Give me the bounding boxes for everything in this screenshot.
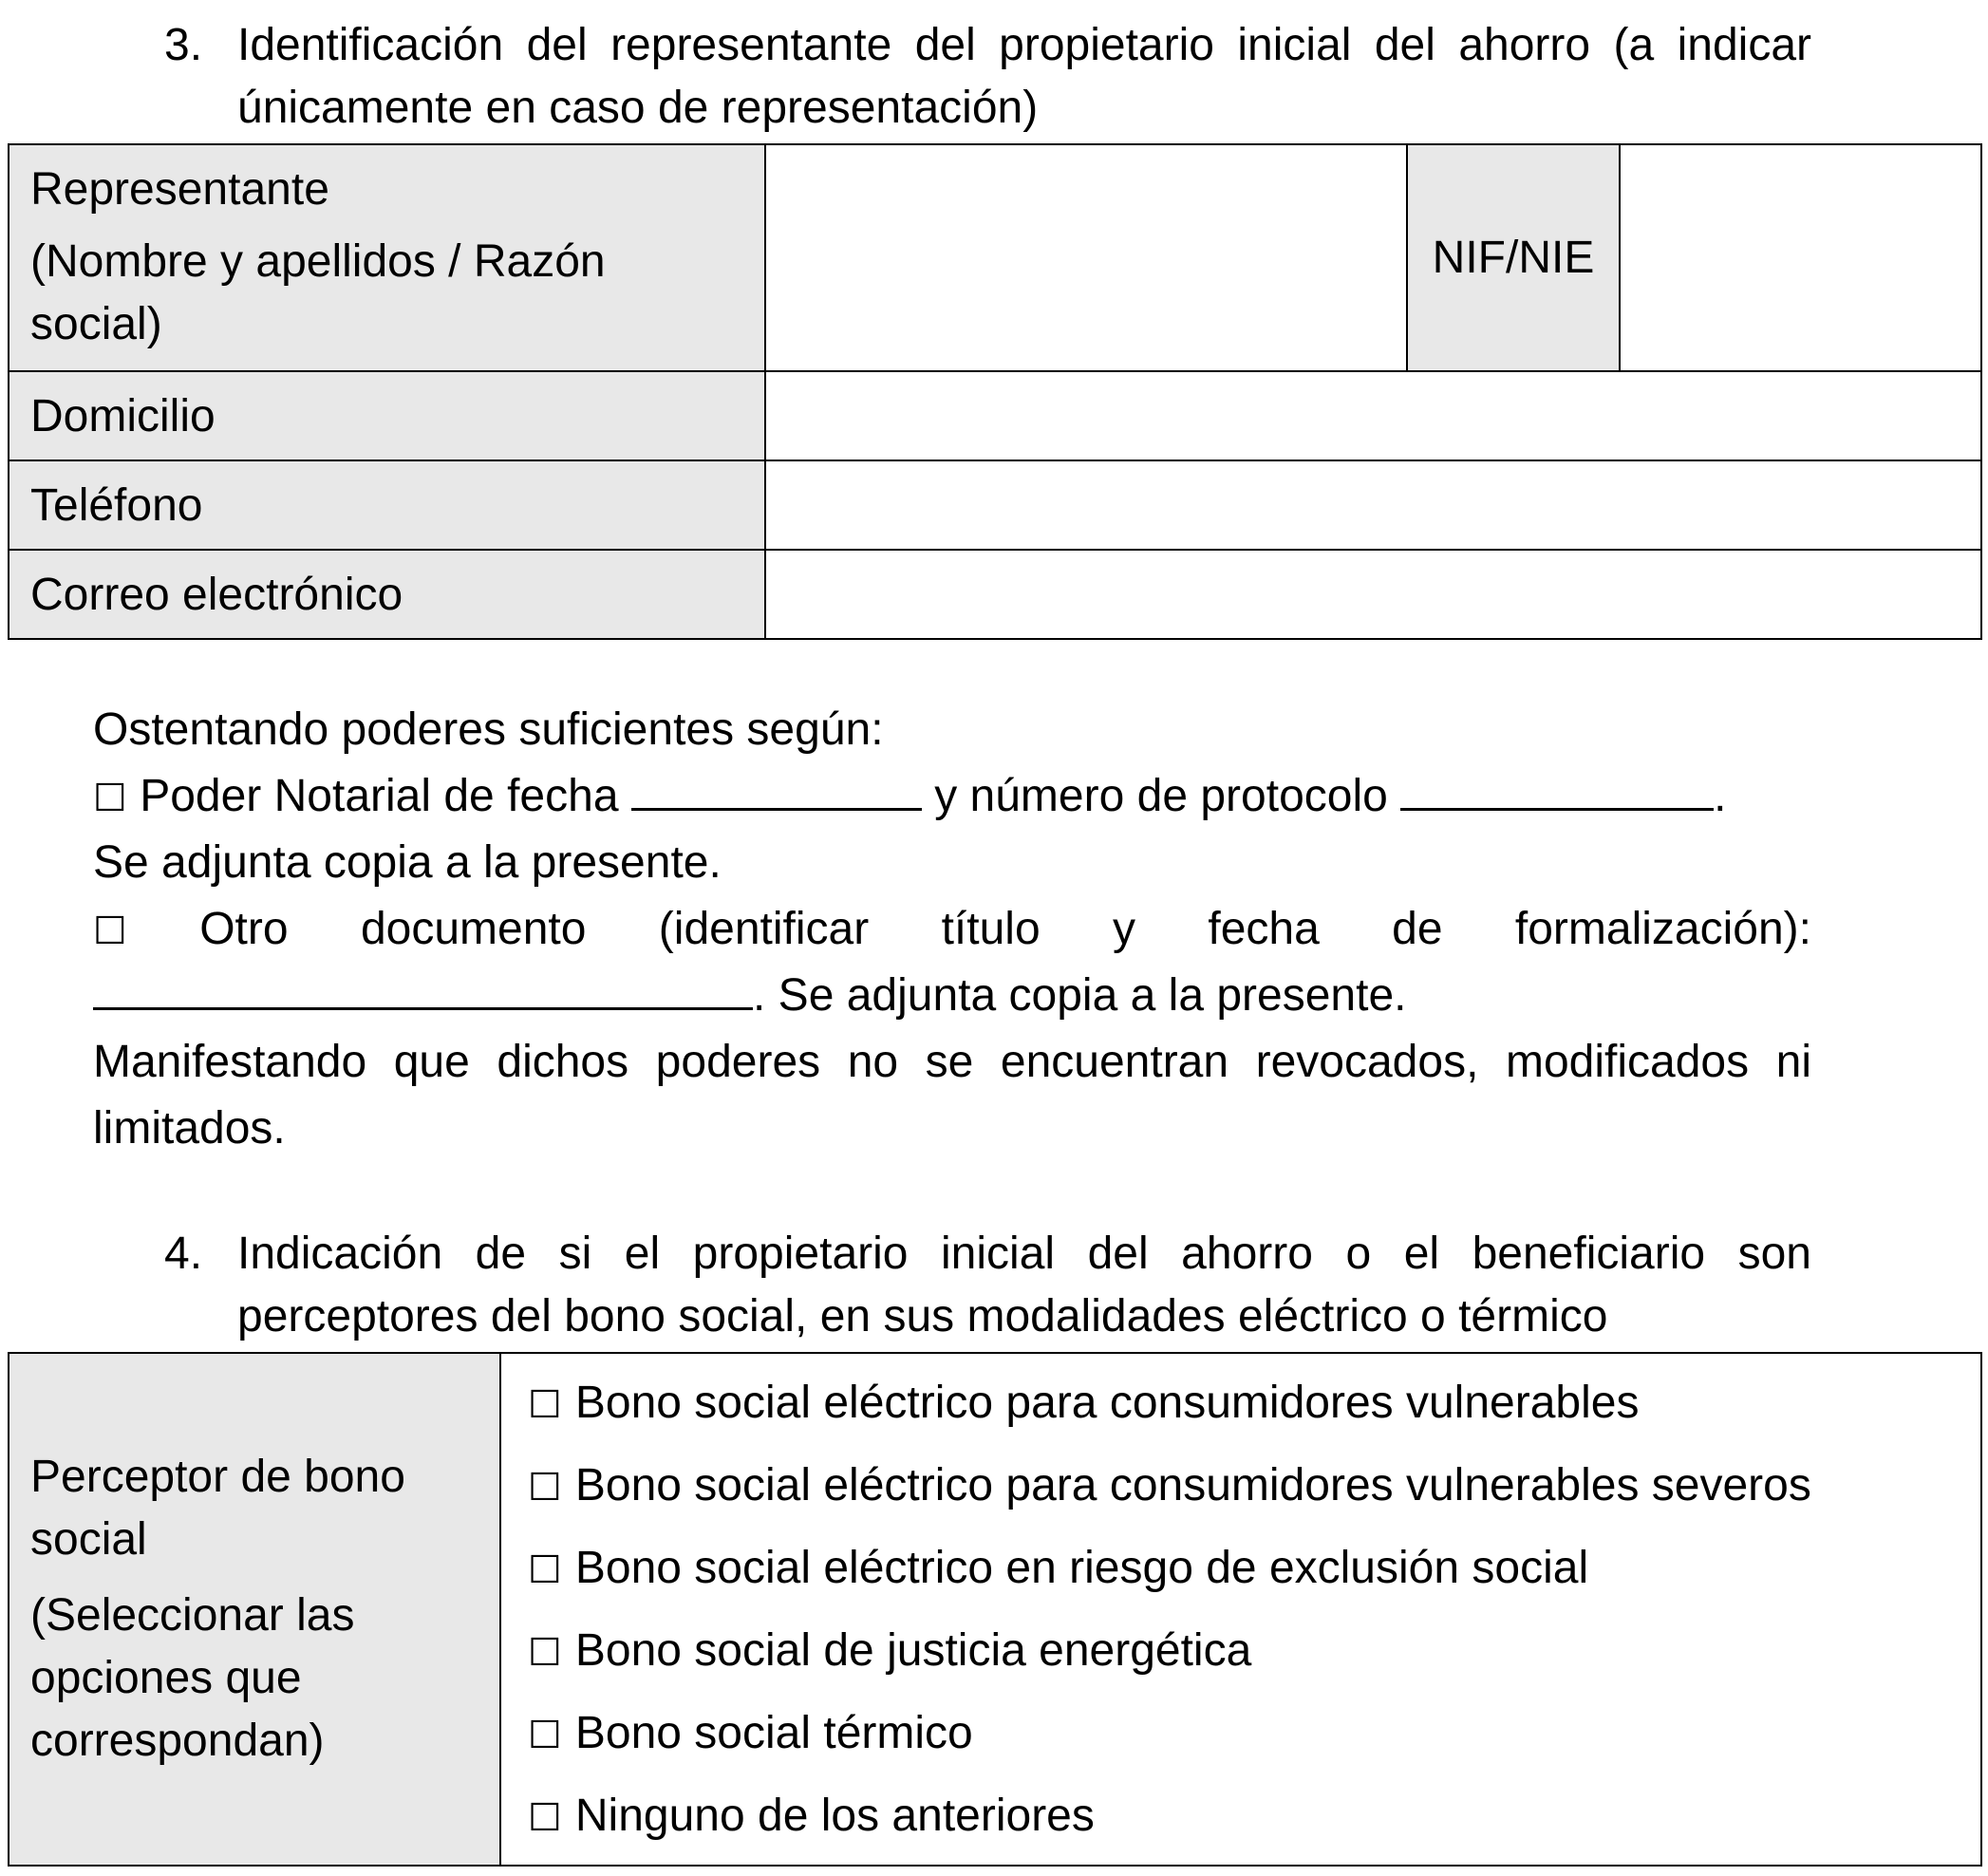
section-4-heading xyxy=(164,1223,1811,1348)
otro-documento-blank[interactable] xyxy=(93,966,753,1010)
representative-label: Representante xyxy=(30,163,329,215)
telefono-label-cell xyxy=(9,460,765,550)
domicilio-field[interactable] xyxy=(765,371,1981,460)
bono-social-hint-2: opciones que xyxy=(30,1653,302,1703)
checkbox-icon[interactable]: ☐ xyxy=(528,1631,562,1675)
otro-documento-word: documento xyxy=(360,904,587,954)
representative-label-cell xyxy=(9,144,765,371)
domicilio-label-cell xyxy=(9,371,765,460)
bono-option-vulnerables[interactable] xyxy=(528,1361,1954,1444)
poderes-paragraph xyxy=(93,697,1811,1162)
otro-documento-word: de xyxy=(1392,904,1443,954)
poder-notarial-date-blank[interactable] xyxy=(631,766,922,811)
bono-social-hint: (Seleccionar las xyxy=(30,1590,355,1641)
representative-label-detail: (Nombre y apellidos / Razón social) xyxy=(30,235,606,349)
checkbox-icon[interactable]: ☐ xyxy=(528,1383,562,1427)
telefono-field[interactable] xyxy=(765,460,1981,550)
otro-documento-word: Otro xyxy=(199,904,289,954)
poder-notarial-checkbox[interactable]: ☐ xyxy=(93,777,127,820)
poderes-intro: Ostentando poderes suficientes según: xyxy=(93,704,884,755)
bono-social-row xyxy=(9,1353,1981,1866)
bono-option-label: Bono social de justicia energética xyxy=(574,1625,1252,1676)
checkbox-icon[interactable]: ☐ xyxy=(528,1466,562,1510)
bono-option-label: Ninguno de los anteriores xyxy=(574,1791,1095,1841)
closing-line-1: Manifestando que dichos poderes no se encuentran revocados, modificados ni xyxy=(93,1037,1811,1087)
checkbox-icon[interactable]: ☐ xyxy=(528,1796,562,1840)
section-3-title: Identificación del representante del propietario inicial del ahorro (a indicar únicamente en caso de representación) xyxy=(237,20,1811,133)
bono-option-label: Bono social térmico xyxy=(574,1708,973,1758)
nif-label-cell xyxy=(1407,144,1620,371)
otro-documento-line-2 xyxy=(93,963,1811,1029)
poder-notarial-period: . xyxy=(1714,771,1727,821)
bono-social-label: Perceptor de bono xyxy=(30,1452,405,1502)
domicilio-label: Domicilio xyxy=(30,390,216,441)
bono-option-justicia-energetica[interactable] xyxy=(528,1609,1954,1692)
protocol-label: y número de protocolo xyxy=(934,771,1388,821)
telefono-row xyxy=(9,460,1981,550)
bono-social-table xyxy=(8,1352,1982,1867)
otro-documento-word: formalización): xyxy=(1514,904,1811,954)
closing-line-2: limitados. xyxy=(93,1103,286,1154)
bono-option-termico[interactable] xyxy=(528,1692,1954,1774)
otro-documento-word: título xyxy=(941,904,1041,954)
bono-option-vulnerables-severos[interactable] xyxy=(528,1444,1954,1527)
label-gap xyxy=(30,1571,478,1585)
correo-row xyxy=(9,550,1981,639)
bono-option-label: Bono social eléctrico en riesgo de exclusión social xyxy=(574,1543,1589,1593)
domicilio-row xyxy=(9,371,1981,460)
representative-table xyxy=(8,143,1982,640)
section-4-title: Indicación de si el propietario inicial del ahorro o el beneficiario son perceptores del bono social, en sus modalidades eléctrico o térmico xyxy=(237,1229,1811,1341)
bono-social-hint-3: correspondan) xyxy=(30,1716,325,1766)
otro-documento-word: (identificar xyxy=(658,904,870,954)
checkbox-icon[interactable]: ☐ xyxy=(528,1548,562,1592)
otro-documento-word: y xyxy=(1113,904,1135,954)
representative-row xyxy=(9,144,1981,371)
otro-documento-line xyxy=(93,896,1811,963)
bono-social-label-cell xyxy=(9,1353,500,1866)
bono-option-ninguno[interactable] xyxy=(528,1774,1954,1857)
otro-documento-copy-note: . Se adjunta copia a la presente. xyxy=(753,970,1407,1021)
poder-notarial-line xyxy=(93,763,1811,830)
nif-field[interactable] xyxy=(1620,144,1981,371)
bono-option-label: Bono social eléctrico para consumidores vulnerables severos xyxy=(574,1460,1811,1510)
correo-label: Correo electrónico xyxy=(30,569,403,620)
telefono-label: Teléfono xyxy=(30,479,203,531)
correo-label-cell xyxy=(9,550,765,639)
otro-documento-checkbox[interactable]: ☐ xyxy=(93,910,127,953)
poder-notarial-label: Poder Notarial de fecha xyxy=(140,771,619,821)
poder-notarial-copy-note: Se adjunta copia a la presente. xyxy=(93,837,722,888)
bono-social-options-cell xyxy=(500,1353,1981,1866)
otro-documento-word: fecha xyxy=(1208,904,1320,954)
representative-name-field[interactable] xyxy=(765,144,1407,371)
section-3-number: 3. xyxy=(164,20,203,70)
correo-field[interactable] xyxy=(765,550,1981,639)
section-4-number: 4. xyxy=(164,1229,203,1279)
protocol-number-blank[interactable] xyxy=(1400,766,1714,811)
section-3-heading xyxy=(164,14,1811,140)
bono-social-label-2: social xyxy=(30,1514,147,1565)
bono-option-exclusion-social[interactable] xyxy=(528,1527,1954,1609)
nif-label: NIF/NIE xyxy=(1432,233,1595,283)
bono-option-label: Bono social eléctrico para consumidores vulnerables xyxy=(574,1378,1640,1428)
checkbox-icon[interactable]: ☐ xyxy=(528,1714,562,1757)
